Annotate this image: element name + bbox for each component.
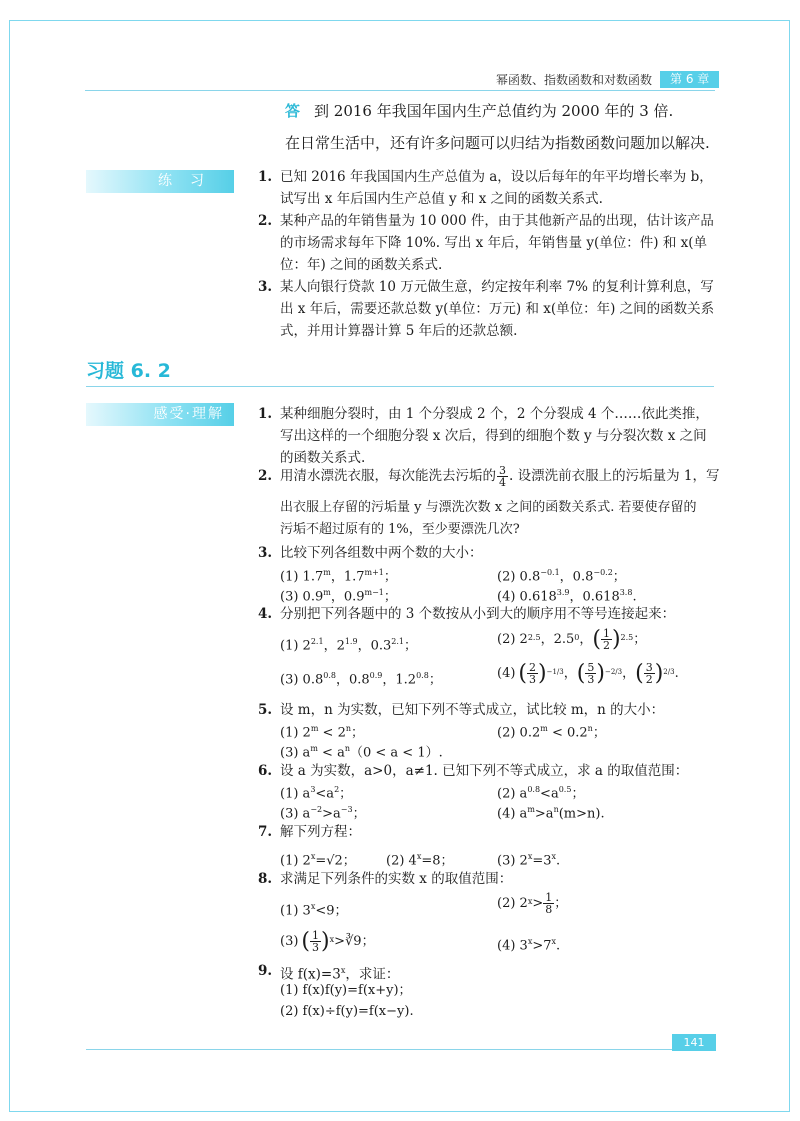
t: (m>n).: [558, 806, 605, 822]
exp: m: [540, 724, 548, 733]
paren: ): [654, 660, 664, 686]
exp: x: [310, 852, 316, 861]
sub-item: [497, 662, 679, 685]
fraction: [543, 892, 554, 915]
t: (3) a: [280, 806, 311, 822]
frac-den: 2: [645, 673, 653, 686]
t: (3) 2: [497, 853, 528, 869]
exp: 2.5: [620, 633, 634, 642]
t: <a: [540, 786, 559, 802]
item-number: 5.: [258, 702, 273, 718]
item-text: 分别把下列各题中的 3 个数按从小到大的顺序用不等号连接起来：: [280, 606, 676, 622]
exp: m: [323, 568, 331, 577]
t: ；: [554, 895, 568, 911]
exp: 0.5: [558, 785, 572, 794]
item-number: 7.: [258, 824, 273, 840]
practice-item: [258, 166, 720, 210]
item-text: 某种产品的年销售量为 10 000 件，由于其他新产品的出现，估计该产品的市场需求每年下降 10%. 写出 x 年后，年销售量 y(单位：件) 和 x(单位：年) 之间的函数关系式.: [280, 213, 714, 273]
exercise-item: [258, 821, 720, 843]
answer-text: 到 2016 年我国年国内生产总值约为 2000 年的 3 倍.: [314, 102, 674, 120]
t: ，0.618: [569, 589, 620, 605]
item-number: 8.: [258, 871, 273, 887]
exp: 0: [574, 633, 580, 642]
exp: n: [553, 805, 559, 814]
exp: −2/3: [604, 668, 623, 676]
fraction: [310, 930, 321, 953]
exp: x: [416, 852, 422, 861]
exp: 3: [310, 785, 316, 794]
exp: −0.2: [593, 568, 613, 577]
t: (2) a: [497, 786, 528, 802]
t: >∛9；: [334, 933, 375, 949]
practice-tag: 练 习: [86, 170, 234, 193]
t: (2) 0.2: [497, 725, 541, 741]
t: ；: [352, 806, 366, 822]
exercise-item: [258, 760, 720, 782]
t: < a: [317, 745, 345, 761]
paren: ): [538, 660, 547, 686]
item-number: 9.: [258, 963, 273, 979]
t: =3: [532, 853, 552, 869]
q2-line: 污垢不超过原有的 1%，至少要漂洗几次?: [280, 522, 520, 537]
exp: −2: [310, 805, 323, 814]
t: ，: [579, 631, 593, 647]
q2-text-a: 用清水漂洗衣服，每次能洗去污垢的: [280, 468, 496, 484]
t: ，: [563, 665, 577, 681]
t: (3) a: [280, 745, 311, 761]
t: (1) 2: [280, 853, 311, 869]
practice-item: [258, 210, 720, 276]
t: ，: [622, 665, 636, 681]
frac-num: 1: [545, 891, 553, 904]
sub-item: [280, 632, 417, 656]
t: >7: [532, 938, 552, 954]
exercise-item: [258, 403, 720, 469]
t: ；: [633, 631, 647, 647]
exp: x: [329, 935, 335, 944]
exercise-tag: 感受·理解: [86, 403, 234, 426]
exp: 2: [334, 785, 340, 794]
t: (1) a: [280, 786, 311, 802]
item-number: 4.: [258, 606, 273, 622]
t: ；: [383, 589, 397, 605]
t: (2) 2: [497, 895, 528, 911]
exp: x: [340, 966, 346, 975]
item-number: 3.: [258, 545, 273, 561]
frac-den: 8: [545, 903, 553, 916]
t: < 0.2: [547, 725, 588, 741]
section-rule: [86, 386, 714, 387]
t: ；: [404, 638, 418, 654]
frac-num: 2: [529, 661, 537, 674]
sub-item: [280, 930, 375, 953]
item-number: 2.: [258, 468, 273, 484]
frac-den: 2: [602, 639, 610, 652]
practice-item: [258, 276, 720, 342]
item-number: 1.: [258, 169, 273, 185]
frac-num: 3: [645, 661, 653, 674]
exp: m−1: [364, 588, 384, 597]
item-text: 已知 2016 年我国国内生产总值为 a，设以后每年的年平均增长率为 b，试写出 x 年后国内生产总值 y 和 x 之间的函数关系式.: [280, 169, 713, 207]
t: >a: [534, 806, 554, 822]
sub-item: [497, 719, 606, 743]
exp: m: [527, 805, 535, 814]
t: ；: [383, 569, 397, 585]
exp: 2/3: [663, 668, 675, 676]
item-text: 某种细胞分裂时，由 1 个分裂成 2 个，2 个分裂成 4 个……依此类推，写出这样的一个细胞分裂 x 次后，得到的细胞个数 y 与分裂次数 x 之间的函数关系式.: [280, 406, 709, 466]
item-text: 求满足下列条件的实数 x 的取值范围：: [280, 871, 513, 887]
t: (2) 0.8: [497, 569, 541, 585]
t: ；: [351, 725, 365, 741]
t: ，0.8: [335, 672, 370, 688]
exp: x: [551, 937, 557, 946]
exp: 2.1: [310, 637, 324, 646]
exp: 2.5: [527, 633, 541, 642]
frac-num: 1: [312, 929, 320, 942]
t: ；: [428, 672, 442, 688]
t: (3) 0.9: [280, 589, 324, 605]
note-text: 在日常生活中，还有许多问题可以归结为指数函数问题加以解决.: [285, 134, 710, 152]
chapter-tab: 第 6 章: [660, 71, 719, 88]
exercise-item: [258, 699, 720, 721]
frac-num: 3: [499, 464, 506, 477]
item-number: 1.: [258, 406, 273, 422]
t: .: [556, 938, 561, 954]
t: ，0.3: [357, 638, 392, 654]
answer-label: 答: [285, 102, 301, 120]
t: =√2；: [315, 853, 356, 869]
item-text: 设 m，n 为实数，已知下列不等式成立，试比较 m，n 的大小：: [280, 702, 665, 718]
frac-den: 4: [499, 476, 506, 489]
exp: 0.8: [323, 671, 336, 680]
item-number: 2.: [258, 213, 273, 229]
sub-item: [497, 892, 567, 915]
exp: 1.9: [344, 637, 358, 646]
t: (2) 2: [497, 631, 528, 647]
t: ；: [592, 725, 606, 741]
exp: x: [310, 902, 316, 911]
t: 设 f(x)=3: [280, 966, 341, 983]
exercise-item: [258, 465, 720, 488]
t: ，求证：: [345, 966, 400, 983]
exp: −3: [340, 805, 353, 814]
running-header: [496, 71, 719, 88]
t: ，1.2: [382, 672, 417, 688]
frac-num: 1: [602, 627, 610, 640]
t: (3): [280, 933, 299, 949]
t: ，2.5: [540, 631, 575, 647]
paren: ): [596, 660, 605, 686]
sub-item: (1) f(x)f(y)=f(x+y)；: [280, 983, 412, 998]
t: ；: [571, 786, 585, 802]
exp: 0.8: [527, 785, 541, 794]
t: (1) 2: [280, 638, 311, 654]
paren: ): [321, 928, 330, 954]
paren: (: [518, 660, 528, 686]
t: (3) 0.8: [280, 672, 324, 688]
exp: 3.8: [619, 588, 633, 597]
frac-den: 3: [529, 673, 537, 686]
exercise-item: [258, 868, 720, 890]
t: (1) 1.7: [280, 569, 324, 585]
exp: n: [344, 744, 350, 753]
section-title: 习题 6. 2: [86, 360, 171, 382]
t: (4): [497, 665, 516, 681]
item-text: 比较下列各组数中两个数的大小：: [280, 545, 483, 561]
frac-den: 3: [312, 941, 320, 954]
sub-item: [497, 932, 560, 956]
frac-den: 3: [587, 673, 595, 686]
t: >a: [322, 806, 341, 822]
item-text: 某人向银行贷款 10 万元做生意，约定按年利率 7% 的复利计算利息，写出 x 年后，需要还款总数 y(单位：万元) 和 x(单位：年) 之间的函数关系式，并用计算器计算 5 年后的还款总额.: [280, 279, 715, 339]
exp: −1/3: [546, 668, 564, 676]
exp: x: [527, 897, 533, 906]
item-number: 6.: [258, 763, 273, 779]
item-number: 3.: [258, 279, 273, 295]
item-text: 设 a 为实数，a>0，a≠1. 已知下列不等式成立，求 a 的取值范围：: [280, 763, 689, 779]
sub-item: [280, 666, 442, 690]
t: =8；: [421, 853, 454, 869]
exp: n: [587, 724, 593, 733]
t: ；: [339, 786, 353, 802]
t: (4) 3: [497, 938, 528, 954]
fraction: [527, 662, 538, 685]
exp: m: [310, 744, 318, 753]
sub-item: [280, 897, 348, 921]
fraction: [644, 662, 655, 685]
t: .: [632, 589, 637, 605]
t: （0 < a < 1）.: [349, 745, 443, 761]
page-number: 141: [672, 1034, 716, 1051]
t: ，0.8: [559, 569, 594, 585]
t: (4) 0.618: [497, 589, 557, 605]
q2-text-b: . 设漂洗前衣服上的污垢量为 1，写: [509, 468, 720, 484]
item-text: 解下列方程：: [280, 824, 361, 840]
fraction: [601, 628, 612, 651]
t: ，2: [323, 638, 345, 654]
exp: x: [527, 852, 533, 861]
sub-item: (2) f(x)÷f(y)=f(x−y).: [280, 1004, 414, 1019]
exp: 0.9: [369, 671, 383, 680]
paren: (: [592, 626, 601, 652]
t: (2) 4: [386, 853, 417, 869]
frac-num: 5: [587, 661, 595, 674]
paren: (: [301, 928, 311, 954]
exp: 3.9: [556, 588, 570, 597]
fraction: [585, 662, 596, 685]
paren: (: [635, 660, 644, 686]
t: ，0.9: [330, 589, 365, 605]
t: .: [674, 665, 679, 681]
header-rule: [85, 90, 715, 91]
t: .: [556, 853, 561, 869]
q2-line: 出衣服上存留的污垢量 y 与漂洗次数 x 之间的函数关系式. 若要使存留的: [280, 500, 697, 515]
exp: x: [551, 852, 557, 861]
header-title: 幂函数、指数函数和对数函数: [496, 73, 653, 87]
exp: 0.8: [416, 671, 429, 680]
exercise-item: [258, 542, 720, 564]
exp: m: [323, 588, 331, 597]
t: (1) 3: [280, 903, 311, 919]
t: <9；: [315, 903, 348, 919]
exp: −0.1: [540, 568, 560, 577]
t: ；: [612, 569, 626, 585]
exercise-item: [258, 603, 720, 625]
t: ，1.7: [330, 569, 365, 585]
paren: ): [611, 626, 621, 652]
t: <a: [315, 786, 335, 802]
exp: x: [527, 937, 533, 946]
t: < 2: [318, 725, 346, 741]
fraction: [497, 465, 508, 488]
exp: 2.1: [391, 637, 404, 646]
t: (1) 2: [280, 725, 311, 741]
answer-line: [285, 101, 673, 121]
exp: m: [310, 724, 319, 733]
sub-item: [497, 628, 646, 651]
t: >: [532, 895, 544, 911]
paren: (: [576, 660, 586, 686]
t: (4) a: [497, 806, 528, 822]
exp: n: [345, 724, 352, 733]
footer-rule: [86, 1049, 672, 1050]
exp: m+1: [364, 568, 384, 577]
